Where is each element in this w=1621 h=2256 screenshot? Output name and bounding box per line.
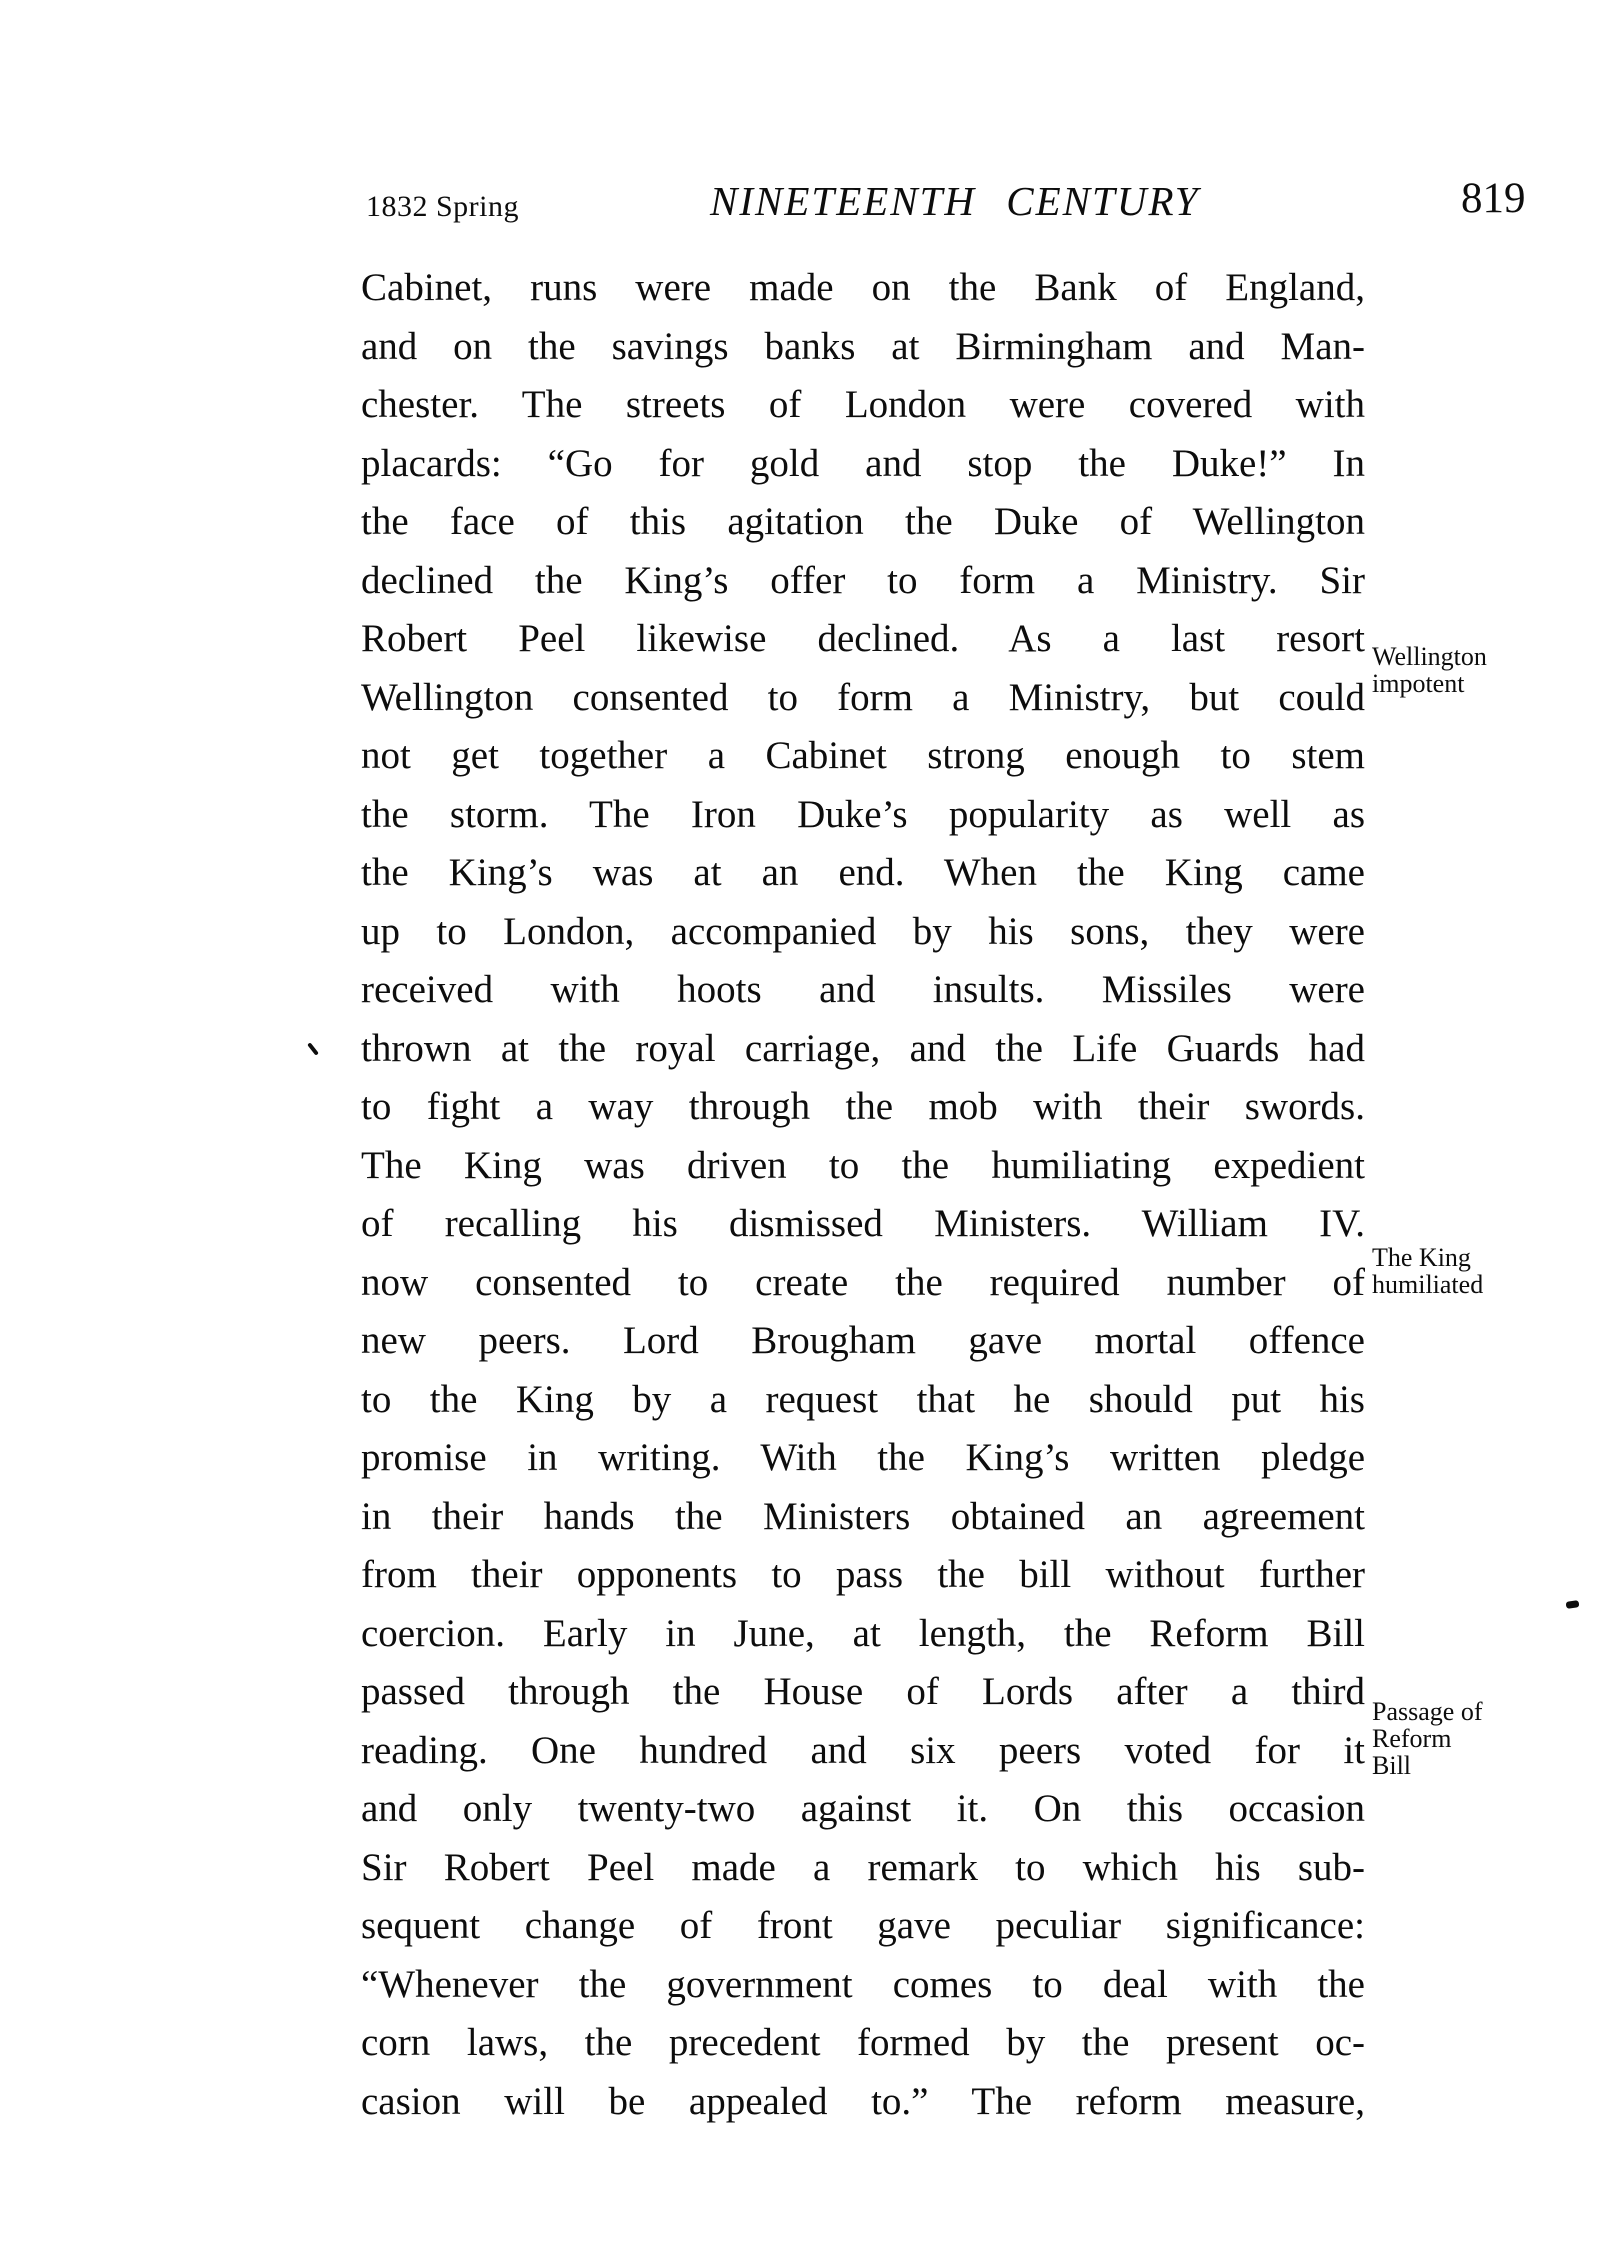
text-line: to the King by a request that he should put his (361, 1377, 1365, 1421)
text-line: the storm. The Iron Duke’s popularity as well as (361, 792, 1365, 836)
text-line: “Whenever the government comes to deal with the (361, 1962, 1365, 2006)
text-line: and on the savings banks at Birmingham and Man- (361, 324, 1365, 368)
text-line: up to London, accompanied by his sons, they were (361, 909, 1365, 953)
text-line: the King’s was at an end. When the King came (361, 851, 1365, 894)
text-line: now consented to create the required number of (361, 1260, 1365, 1304)
text-line: sequent change of front gave peculiar significance: (361, 1904, 1365, 1947)
text-line: to fight a way through the mob with their swords. (361, 1085, 1365, 1128)
text-line: Sir Robert Peel made a remark to which his sub- (361, 1845, 1365, 1889)
margin-note-line: humiliated (1372, 1270, 1484, 1299)
text-line: the face of this agitation the Duke of Wellington (361, 500, 1365, 543)
text-line: received with hoots and insults. Missiles were (361, 968, 1365, 1011)
text-line: promise in writing. With the King’s written pledge (361, 1436, 1365, 1479)
text-line: reading. One hundred and six peers voted for it (361, 1728, 1365, 1772)
text-line: corn laws, the precedent formed by the present oc- (361, 2021, 1365, 2064)
text-line: coercion. Early in June, at length, the Reform Bill (361, 1611, 1365, 1655)
margin-note-line: Passage of (1372, 1697, 1483, 1726)
text-line: and only twenty-two against it. On this occasion (361, 1787, 1365, 1830)
margin-note-king-humiliated (1372, 1244, 1592, 1298)
text-line: Robert Peel likewise declined. As a last resort (361, 617, 1365, 660)
text-line: from their opponents to pass the bill without further (361, 1553, 1365, 1596)
ink-tick-mark (307, 1042, 319, 1055)
text-line: declined the King’s offer to form a Ministry. Sir (361, 558, 1365, 602)
margin-note-line: impotent (1372, 669, 1465, 698)
text-line: placards: “Go for gold and stop the Duke!” In (361, 441, 1365, 485)
text-line: of recalling his dismissed Ministers. William IV. (361, 1202, 1365, 1245)
margin-note-line: The King (1372, 1243, 1471, 1272)
text-line: passed through the House of Lords after a third (361, 1670, 1365, 1713)
ink-speck-mark (1566, 1600, 1580, 1609)
header-page-number: 819 (1461, 175, 1526, 222)
text-line: The King was driven to the humiliating expedient (361, 1143, 1365, 1187)
text-line: thrown at the royal carriage, and the Life Guards had (361, 1026, 1365, 1070)
text-line: in their hands the Ministers obtained an agreement (361, 1494, 1365, 1538)
margin-note-line: Wellington (1372, 642, 1487, 671)
margin-note-line: Reform (1372, 1724, 1452, 1753)
text-line: Wellington consented to form a Ministry, but could (361, 675, 1365, 719)
text-line: chester. The streets of London were covered with (361, 383, 1365, 426)
margin-note-passage-of-reform-bill (1372, 1698, 1592, 1779)
header-date-label: 1832 Spring (366, 190, 520, 223)
margin-note-line: Bill (1372, 1751, 1412, 1780)
text-line: new peers. Lord Brougham gave mortal offence (361, 1319, 1365, 1362)
text-line: not get together a Cabinet strong enough to stem (361, 734, 1365, 777)
text-line: Cabinet, runs were made on the Bank of England, (361, 266, 1365, 309)
margin-note-wellington (1372, 643, 1592, 697)
body-text (361, 259, 1365, 2131)
header-book-title: NINETEENTH CENTURY (710, 178, 1200, 224)
text-line: casion will be appealed to.” The reform measure, (361, 2079, 1365, 2123)
